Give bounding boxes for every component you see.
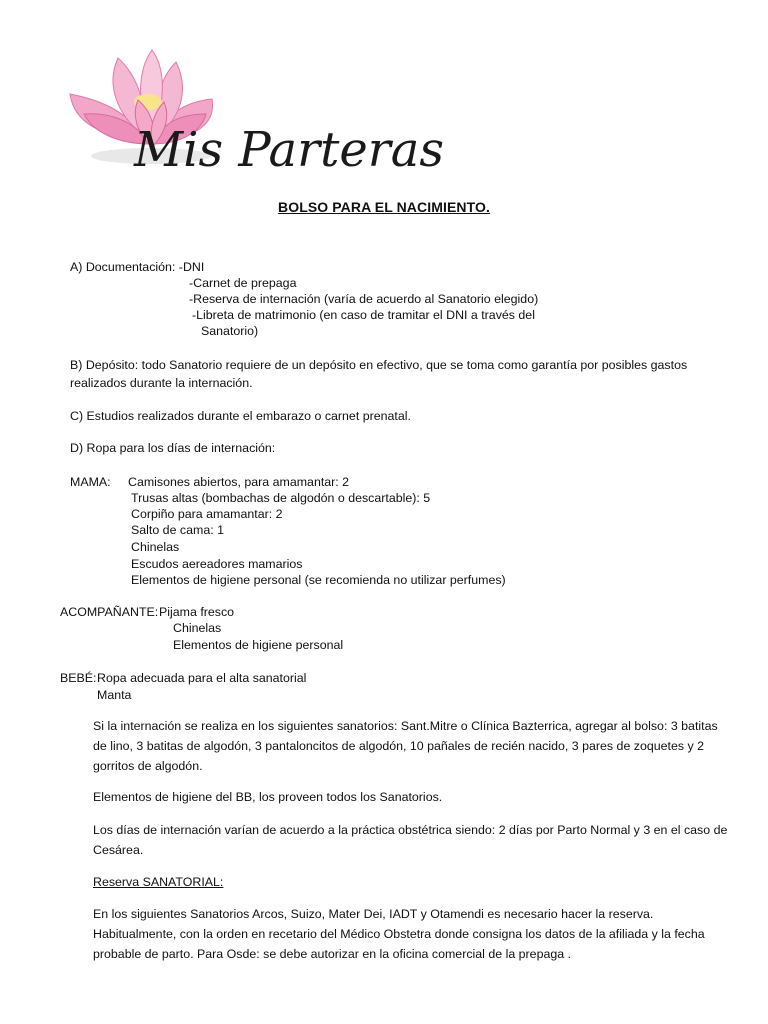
documentacion-line: A) Documentación: -DNI: [70, 260, 205, 274]
bebe-item: Ropa adecuada para el alta sanatorial: [97, 671, 307, 685]
mama-item: Camisones abiertos, para amamantar: 2: [128, 475, 350, 489]
mama-item: Trusas altas (bombachas de algodón o descartable): 5: [131, 491, 431, 505]
bebe-label: BEBÉ:: [60, 671, 97, 685]
deposito-paragraph: B) Depósito: todo Sanatorio requiere de un depósito en efectivo, que se toma como garantía por posibles gastos realizados durante la internación.: [70, 358, 688, 390]
documentacion-line: -Carnet de prepaga: [189, 276, 297, 290]
bebe-item: Manta: [97, 688, 132, 702]
ropa-heading: D) Ropa para los días de internación:: [70, 441, 276, 455]
reserva-paragraph: En los siguientes Sanatorios Arcos, Suizo, Mater Dei, IADT y Otamendi es necesario hacer la reserva. Habitualmente, con la orden en recetario del Médico Obstetra donde consigna los datos de la afiliada y la fecha probable de parto. Para Osde: se debe autorizar en la oficina comercial de la prepaga .: [93, 907, 705, 961]
dias-internacion-paragraph: Los días de internación varían de acuerdo a la práctica obstétrica siendo: 2 días por Parto Normal y 3 en el caso de Cesárea.: [93, 823, 728, 857]
sanatorios-paragraph: Si la internación se realiza en los siguientes sanatorios: Sant.Mitre o Clínica Bazterrica, agregar al bolso: 3 batitas de lino, 3 batitas de algodón, 3 pantaloncitos de algodón, 10 pañales de recién nacido, 3 pares de zoquetes y 2 gorritos de algodón.: [93, 719, 718, 773]
higiene-bb-paragraph: Elementos de higiene del BB, los proveen todos los Sanatorios.: [93, 790, 443, 804]
lotus-flower-icon: [66, 44, 444, 179]
acompanante-label: ACOMPAÑANTE:: [60, 605, 159, 619]
mama-item: Elementos de higiene personal (se recomienda no utilizar perfumes): [131, 573, 506, 587]
mama-label: MAMA:: [70, 475, 111, 489]
estudios-paragraph: C) Estudios realizados durante el embarazo o carnet prenatal.: [70, 409, 411, 423]
reserva-heading: Reserva SANATORIAL:: [93, 875, 224, 889]
documentacion-line: -Reserva de internación (varía de acuerdo al Sanatorio elegido): [189, 292, 539, 306]
mama-item: Salto de cama: 1: [131, 523, 224, 537]
acompanante-item: Elementos de higiene personal: [173, 638, 344, 652]
documentacion-line: -Libreta de matrimonio (en caso de tramitar el DNI a través del: [192, 308, 535, 322]
acompanante-item: Chinelas: [173, 621, 222, 635]
logo-text: Mis Parteras: [134, 122, 444, 178]
logo: [66, 44, 444, 179]
mama-item: Corpiño para amamantar: 2: [131, 507, 283, 521]
mama-item: Chinelas: [131, 540, 180, 554]
page-title: BOLSO PARA EL NACIMIENTO.: [278, 199, 490, 215]
mama-item: Escudos aereadores mamarios: [131, 557, 303, 571]
documentacion-line: Sanatorio): [201, 324, 259, 338]
acompanante-item: Pijama fresco: [159, 605, 235, 619]
